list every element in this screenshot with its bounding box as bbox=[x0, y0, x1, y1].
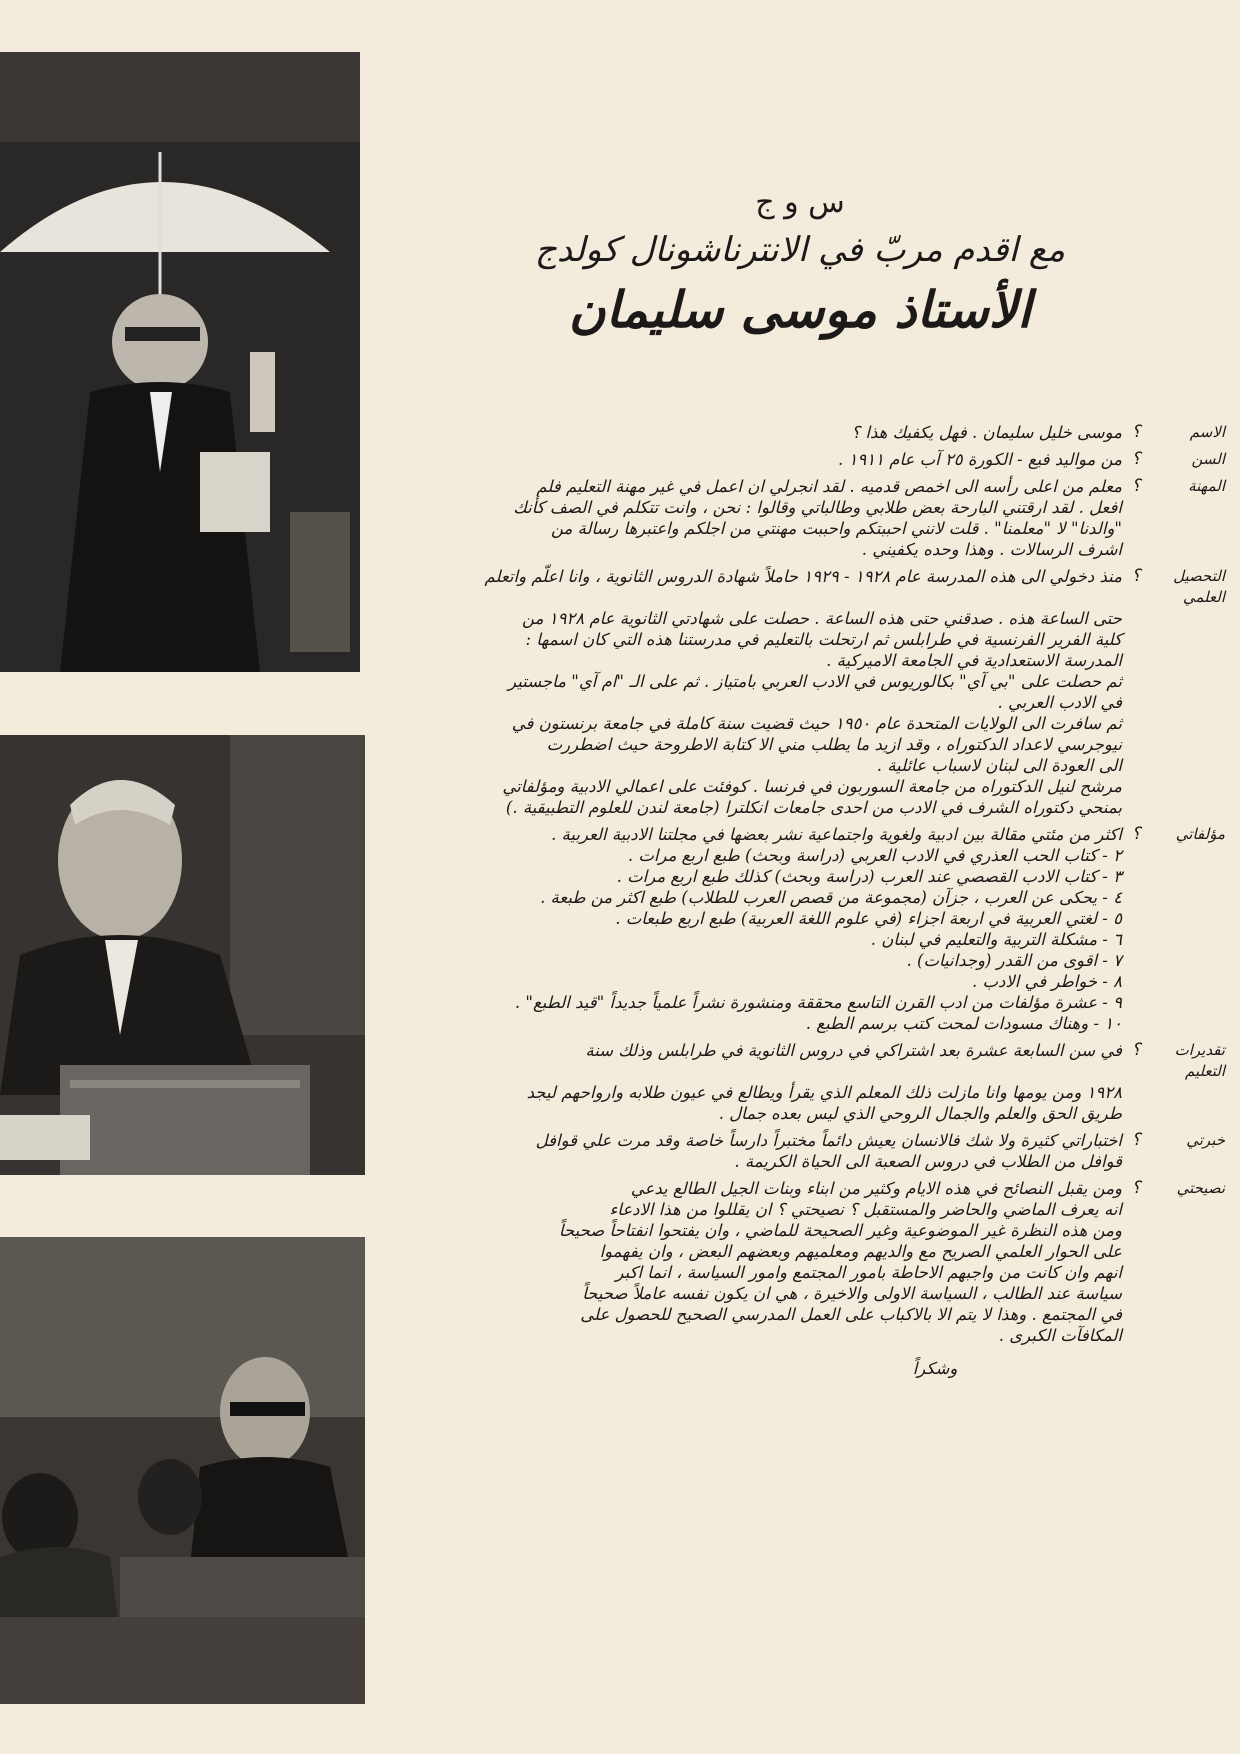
answer-line: على الحوار العلمي الصريح مع والديهم ومعلميهم وبعضهم البعض ، وان يفهموا bbox=[599, 1242, 1122, 1261]
qa-row bbox=[395, 566, 1225, 608]
answer-line: ٣ - كتاب الادب القصصي عند العرب (دراسة وبحث) كذلك طبع اربع مرات . bbox=[616, 867, 1122, 886]
answer-line: المدرسة الاستعدادية في الجامعة الاميركية . bbox=[826, 651, 1122, 670]
closing-thanks: وشكراً bbox=[912, 1359, 958, 1378]
qa-continuation-line bbox=[395, 1199, 1225, 1220]
answer-line: ٦ - مشكلة التربية والتعليم في لبنان . bbox=[870, 930, 1122, 949]
question-mark: ؟ bbox=[1131, 824, 1141, 844]
question-mark: ؟ bbox=[1131, 1178, 1141, 1198]
photo-seated-man bbox=[0, 735, 365, 1175]
question-mark: ؟ bbox=[1131, 1130, 1141, 1150]
qa-continuation-line bbox=[395, 845, 1225, 866]
question-label: السن bbox=[1191, 450, 1225, 468]
qa-continuation-line bbox=[395, 755, 1225, 776]
qa-continuation-line bbox=[395, 887, 1225, 908]
answer-line: ثم حصلت على "بي آي" بكالوريوس في الادب العربي بامتياز . ثم على الـ "ام آي" ماجستير bbox=[508, 672, 1122, 691]
qa-continuation-line bbox=[395, 1103, 1225, 1124]
qa-continuation-line bbox=[395, 1220, 1225, 1241]
answer-line: افعل . لقد ارقتني البارحة بعض طلابي وطالباتي وقالوا : نحن ، وانت تتكلم في الصف كأنك bbox=[513, 498, 1122, 517]
qa-continuation-line bbox=[395, 629, 1225, 650]
photo-man-with-umbrella bbox=[0, 52, 360, 672]
header-subtitle: مع اقدم مربّ في الانترناشونال كولدج bbox=[534, 230, 1066, 270]
answer-line: ١٠ - وهناك مسودات لمحت كتب برسم الطبع . bbox=[805, 1014, 1122, 1033]
answer-line: طريق الحق والعلم والجمال الروحي الذي ليس بعده جمال . bbox=[718, 1104, 1122, 1123]
qa-continuation-line bbox=[395, 992, 1225, 1013]
qa-continuation-line bbox=[395, 797, 1225, 818]
answer-line: اكثر من مئتي مقالة بين ادبية ولغوية واجتماعية نشر بعضها في مجلتنا الادبية العربية . bbox=[551, 825, 1122, 844]
question-label: المهنة bbox=[1188, 477, 1225, 495]
answer-line: بمنحي دكتوراه الشرف في الادب من احدى جامعات انكلترا (جامعة لندن للعلوم التطبيقية .) bbox=[505, 798, 1122, 817]
answer-line: في المجتمع . وهذا لا يتم الا بالاكباب على العمل المدرسي الصحيح للحصول على bbox=[580, 1305, 1122, 1324]
answer-line: نيوجرسي لاعداد الدكتوراه ، وقد ازيد ما يطلب مني الا كتابة الاطروحة حيث اضطررت bbox=[546, 735, 1122, 754]
qa-continuation-line bbox=[395, 497, 1225, 518]
qa-row bbox=[395, 1040, 1225, 1082]
answer-line: ومن يقبل النصائح في هذه الايام وكثير من ابناء وبنات الجيل الطالع يدعي bbox=[630, 1179, 1122, 1198]
question-mark: ؟ bbox=[1131, 566, 1141, 586]
question-label: مؤلفاتي bbox=[1175, 825, 1225, 843]
question-label: نصيحتي bbox=[1176, 1179, 1225, 1197]
answer-line: انه يعرف الماضي والحاضر والمستقبل ؟ نصيحتي ؟ ان يقللوا من هذا الادعاء bbox=[609, 1200, 1122, 1219]
question-mark: ؟ bbox=[1131, 476, 1141, 496]
answer-line: حتى الساعة هذه . صدقني حتى هذه الساعة . حصلت على شهادتي الثانوية عام ١٩٢٨ من bbox=[522, 609, 1122, 628]
question-mark: ؟ bbox=[1131, 449, 1141, 469]
qa-continuation-line bbox=[395, 1082, 1225, 1103]
qa-continuation-line bbox=[395, 671, 1225, 692]
qa-row bbox=[395, 449, 1225, 470]
qa-continuation-line bbox=[395, 776, 1225, 797]
qa-continuation-line bbox=[395, 1241, 1225, 1262]
qa-continuation-line bbox=[395, 971, 1225, 992]
qa-continuation-line bbox=[395, 1151, 1225, 1172]
qa-continuation-line bbox=[395, 692, 1225, 713]
answer-line: ثم سافرت الى الولايات المتحدة عام ١٩٥٠ حيث قضيت سنة كاملة في جامعة برنستون في bbox=[511, 714, 1122, 733]
qa-continuation-line bbox=[395, 1304, 1225, 1325]
qa-continuation-line bbox=[395, 1325, 1225, 1346]
answer-line: سياسة عند الطالب ، السياسة الاولى والاخيرة ، هي ان يكون نفسه عاملاً صحيحاً bbox=[582, 1284, 1122, 1303]
question-mark: ؟ bbox=[1131, 422, 1141, 442]
answer-line: معلم من اعلى رأسه الى اخمص قدميه . لقد انجرلي ان اعمل في غير مهنة التعليم فلم bbox=[536, 477, 1122, 496]
answer-line: ٢ - كتاب الحب العذري في الادب العربي (دراسة وبحث) طبع اربع مرات . bbox=[627, 846, 1122, 865]
article-body bbox=[395, 422, 1225, 1379]
qa-continuation-line bbox=[395, 1283, 1225, 1304]
question-label: التحصيل العلمي bbox=[1173, 567, 1225, 606]
qa-continuation-line bbox=[395, 1013, 1225, 1034]
answer-line: كلية الفرير الفرنسية في طرابلس ثم ارتحلت بالتعليم في مدرستنا هذه التي كان اسمها : bbox=[525, 630, 1122, 649]
question-label: تقديرات التعليم bbox=[1174, 1041, 1225, 1080]
question-label: خبرتي bbox=[1186, 1131, 1225, 1149]
qa-continuation-line bbox=[395, 608, 1225, 629]
qa-continuation-line bbox=[395, 950, 1225, 971]
answer-line: ٧ - اقوى من القدر (وجدانيات) . bbox=[906, 951, 1122, 970]
article-header bbox=[400, 185, 1200, 339]
answer-line: المكافآت الكبرى . bbox=[998, 1326, 1122, 1345]
qa-continuation-line bbox=[395, 713, 1225, 734]
answer-line: "والدنا" لا "معلمنا" . قلت لانني احببتكم واحببت مهنتي من اجلكم واعتبرها رسالة من bbox=[550, 519, 1122, 538]
qa-row bbox=[395, 1178, 1225, 1199]
answer-line: في سن السابعة عشرة بعد اشتراكي في دروس الثانوية في طرابلس وذلك سنة bbox=[585, 1041, 1122, 1060]
answer-line: اشرف الرسالات . وهذا وحده يكفيني . bbox=[861, 540, 1122, 559]
qa-continuation-line bbox=[395, 908, 1225, 929]
answer-line: ٩ - عشرة مؤلفات من ادب القرن التاسع محققة ومنشورة نشراً علمياً جديداً "قيد الطبع" . bbox=[514, 993, 1122, 1012]
qa-row bbox=[395, 824, 1225, 845]
question-mark: ؟ bbox=[1131, 1040, 1141, 1060]
answer-line: ١٩٢٨ ومن يومها وانا مازلت ذلك المعلم الذي يقرأ ويطالع في عيون طلابه وارواحهم ليجد bbox=[526, 1083, 1122, 1102]
answer-line: في الادب العربي . bbox=[997, 693, 1122, 712]
answer-line: قوافل من الطلاب في دروس الصعبة الى الحياة الكريمة . bbox=[734, 1152, 1122, 1171]
answer-line: مرشح لنيل الدكتوراه من جامعة السوربون في فرنسا . كوفئت على اعمالي الادبية ومؤلفاتي bbox=[502, 777, 1122, 796]
answer-line: ومن هذه النظرة غير الموضوعية وغير الصحيحة للماضي ، وان يفتحوا انفتاحاً صحيحاً bbox=[558, 1221, 1122, 1240]
qa-continuation-line bbox=[395, 929, 1225, 950]
header-name: الأستاذ موسى سليمان bbox=[568, 280, 1032, 339]
answer-line: منذ دخولي الى هذه المدرسة عام ١٩٢٨ - ١٩٢٩ حاملاً شهادة الدروس الثانوية ، وانا اعلّم واتعلم bbox=[484, 567, 1122, 586]
qa-continuation-line bbox=[395, 518, 1225, 539]
answer-line: موسى خليل سليمان . فهل يكفيك هذا ؟ bbox=[851, 423, 1122, 442]
qa-continuation-line bbox=[395, 866, 1225, 887]
answer-line: من مواليد فيع - الكورة ٢٥ آب عام ١٩١١ . bbox=[838, 450, 1122, 469]
answer-line: الى العودة الى لبنان لاسباب عائلية . bbox=[876, 756, 1122, 775]
qa-row bbox=[395, 422, 1225, 443]
qa-continuation-line bbox=[395, 539, 1225, 560]
answer-line: اختباراتي كثيرة ولا شك فالانسان يعيش دائماً مختبراً دارساً خاصة وقد مرت علي قوافل bbox=[535, 1131, 1122, 1150]
answer-line: ٤ - يحكى عن العرب ، جزآن (مجموعة من قصص العرب للطلاب) طبع اكثر من طبعة . bbox=[540, 888, 1122, 907]
qa-row bbox=[395, 476, 1225, 497]
answer-line: ٨ - خواطر في الادب . bbox=[972, 972, 1122, 991]
answer-line: ٥ - لغتي العربية في اربعة اجزاء (في علوم اللغة العربية) طبع اربع طبعات . bbox=[615, 909, 1122, 928]
question-label: الاسم bbox=[1189, 423, 1225, 441]
header-initials: س و ج bbox=[755, 185, 845, 220]
qa-continuation-line bbox=[395, 650, 1225, 671]
qa-continuation-line bbox=[395, 734, 1225, 755]
answer-line: انهم وان كانت من واجبهم الاحاطة بامور المجتمع وامور السياسة ، انما اكبر bbox=[615, 1263, 1122, 1282]
qa-continuation-line bbox=[395, 1262, 1225, 1283]
qa-row bbox=[395, 1130, 1225, 1151]
photo-classroom bbox=[0, 1237, 365, 1704]
